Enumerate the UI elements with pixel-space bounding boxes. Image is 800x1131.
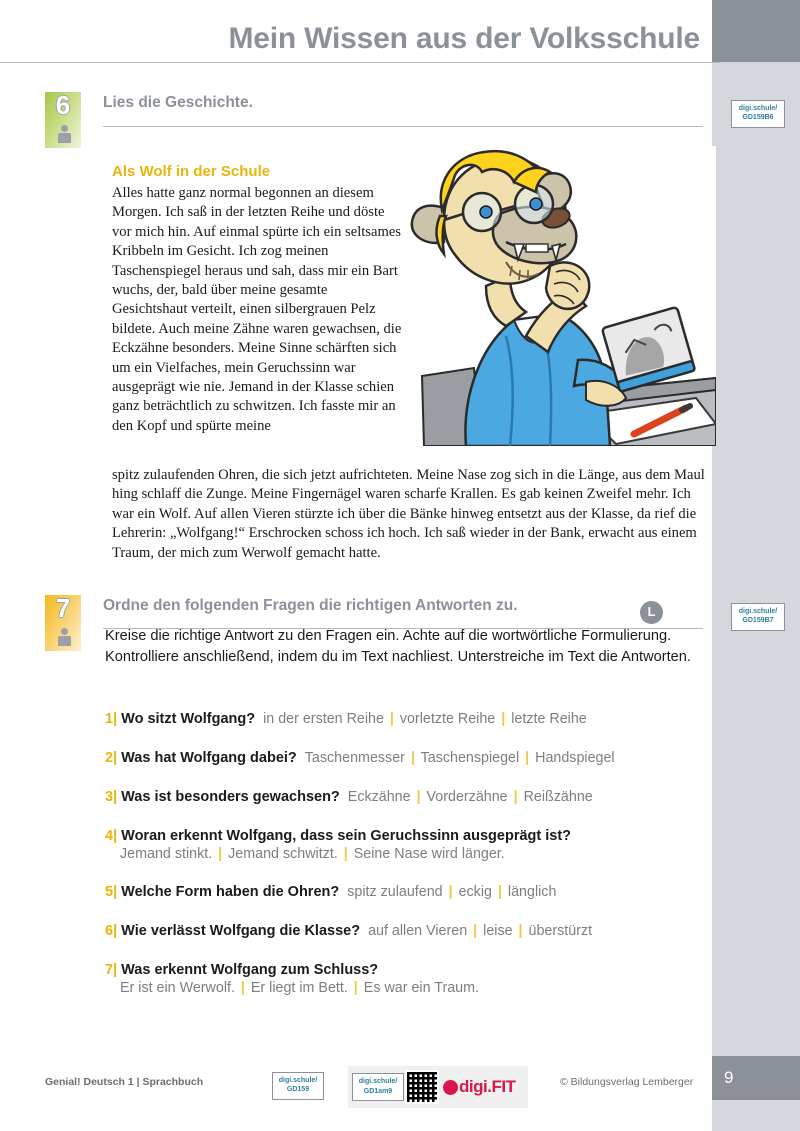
answer-option[interactable]: in der ersten Reihe <box>263 711 388 727</box>
footer-book-title: Genial! Deutsch 1 | Sprachbuch <box>45 1076 204 1088</box>
digi-schule-tag-task7-line2: GD159B7 <box>742 617 774 625</box>
footer-digi-schule-tag-2[interactable] <box>352 1073 404 1101</box>
digifit-banner[interactable] <box>348 1066 528 1108</box>
answer-separator: | <box>448 884 453 900</box>
answer-separator: | <box>473 923 478 939</box>
task-heading-rule-6 <box>103 126 703 127</box>
level-badge-L: L <box>640 601 663 624</box>
digifit-mark-icon <box>443 1080 458 1095</box>
answer-separator: | <box>410 750 415 766</box>
question-text: Was ist besonders gewachsen? <box>117 789 340 805</box>
question-number: 1| <box>105 711 118 727</box>
header-corner-block <box>712 0 800 62</box>
question-number: 3| <box>105 789 118 805</box>
question-number: 4| <box>105 828 118 844</box>
question-text: Was hat Wolfgang dabei? <box>117 750 297 766</box>
answer-options <box>105 980 725 996</box>
answer-option[interactable]: Eckzähne <box>347 789 415 805</box>
answer-option[interactable]: Taschenspiegel <box>416 750 524 766</box>
answer-option[interactable]: Vorderzähne <box>422 789 512 805</box>
question-number: 6| <box>105 923 118 939</box>
task-number-badge-6 <box>45 92 81 148</box>
answer-option[interactable]: Taschenmesser <box>304 750 409 766</box>
digifit-logo-label: digi.FIT <box>459 1077 516 1096</box>
question-row <box>105 710 725 728</box>
digi-schule-tag-task6-line1: digi.schule/ <box>738 105 778 112</box>
answer-option[interactable]: Seine Nase wird länger. <box>349 846 505 862</box>
question-row <box>105 961 725 996</box>
answer-option[interactable]: Jemand stinkt. <box>120 846 217 862</box>
footer-digi-schule-tag-2-line1: digi.schule/ <box>358 1078 398 1086</box>
answer-option[interactable]: Es war ein Traum. <box>359 980 479 996</box>
answer-separator: | <box>218 846 223 862</box>
answer-options <box>340 789 593 805</box>
question-number: 7| <box>105 962 118 978</box>
story-title: Als Wolf in der Schule <box>112 163 271 180</box>
answer-option[interactable]: spitz zulaufend <box>347 884 447 900</box>
right-rail <box>712 62 800 1131</box>
question-text: Woran erkennt Wolfgang, dass sein Geruchssinn ausgeprägt ist? <box>117 828 572 844</box>
task-number-7: 7 <box>55 593 71 623</box>
answer-separator: | <box>497 884 502 900</box>
answer-option[interactable]: letzte Reihe <box>507 711 587 727</box>
page-number: 9 <box>712 1056 800 1100</box>
question-row <box>105 922 725 940</box>
answer-separator: | <box>416 789 421 805</box>
digi-schule-tag-task6[interactable] <box>731 100 785 128</box>
answer-option[interactable]: leise <box>479 923 517 939</box>
task-heading-6 <box>103 94 705 112</box>
footer-digi-schule-tag-1[interactable] <box>272 1072 324 1100</box>
question-text: Wo sitzt Wolfgang? <box>117 711 256 727</box>
answer-separator: | <box>513 789 518 805</box>
task-number-6: 6 <box>55 90 71 120</box>
footer-digi-schule-tag-2-line2: GD1am9 <box>363 1087 393 1095</box>
answer-options <box>255 711 587 727</box>
digi-schule-tag-task7[interactable] <box>731 603 785 631</box>
question-text: Wie verlässt Wolfgang die Klasse? <box>117 923 361 939</box>
question-row <box>105 827 725 862</box>
answer-options <box>360 923 592 939</box>
answer-options <box>297 750 615 766</box>
answer-option[interactable]: eckig <box>454 884 496 900</box>
answer-option[interactable]: überstürzt <box>524 923 593 939</box>
question-list <box>105 710 725 1017</box>
person-bust-icon <box>58 125 71 143</box>
question-number: 2| <box>105 750 118 766</box>
task-heading-7 <box>103 597 705 615</box>
answer-separator: | <box>240 980 245 996</box>
wolf-boy-at-desk-illustration <box>410 146 716 446</box>
digifit-logo <box>443 1077 515 1097</box>
header-divider <box>0 62 720 63</box>
answer-option[interactable]: auf allen Vieren <box>368 923 472 939</box>
answer-option[interactable]: Jemand schwitzt. <box>224 846 342 862</box>
answer-option[interactable]: Er ist ein Werwolf. <box>120 980 239 996</box>
person-bust-icon <box>58 628 71 646</box>
task-heading-label-7: Ordne den folgenden Fragen die richtigen Antworten zu. <box>103 597 518 614</box>
question-text: Welche Form haben die Ohren? <box>117 884 340 900</box>
answer-option[interactable]: Er liegt im Bett. <box>246 980 352 996</box>
question-number: 5| <box>105 884 118 900</box>
footer-copyright: © Bildungsverlag Lemberger <box>560 1076 694 1088</box>
footer-digi-schule-tag-1-line2: GD159 <box>286 1086 310 1094</box>
answer-option[interactable]: Handspiegel <box>531 750 615 766</box>
story-text-column: Alles hatte ganz normal begonnen an diesem Morgen. Ich saß in der letzten Reihe und döste vor mich hin. Auf einmal spürte ich ein seltsames Kribbeln im Gesicht. Ich zog meinen Taschenspiegel heraus und sah, dass mir ein Bart wuchs, der, bald über meine gesamte Gesichtshaut verteilt, einen silbergrauen Pelz bildete. Auch meine Zähne waren gewachsen, die Eckzähne besonders. Meine Sinne schärften sich um ein Vielfaches, mein Geruchssinn war ausgeprägt wie nie. Jemand in der Klasse schien ganz beträchtlich zu schwitzen. Ich fasste mir an den Kopf und spürte meine <box>112 185 402 434</box>
digi-schule-tag-task7-line1: digi.schule/ <box>738 608 778 615</box>
answer-separator: | <box>353 980 358 996</box>
task-heading-label-6: Lies die Geschichte. <box>103 94 253 111</box>
question-row <box>105 749 725 767</box>
answer-option[interactable]: länglich <box>503 884 557 900</box>
page-title: Mein Wissen aus der Volksschule <box>228 22 700 55</box>
answer-separator: | <box>518 923 523 939</box>
qr-code-icon[interactable] <box>405 1070 439 1104</box>
task-instructions-7: Kreise die richtige Antwort zu den Fragen ein. Achte auf die wortwörtliche Formulierung. Kontrolliere anschließend, indem du im Text nachliest. Unterstreiche im Text die Antworten. <box>105 628 691 665</box>
answer-option[interactable]: Reißzähne <box>519 789 593 805</box>
answer-options <box>339 884 556 900</box>
answer-options <box>105 846 725 862</box>
footer-digi-schule-tag-1-line1: digi.schule/ <box>278 1077 318 1084</box>
answer-option[interactable]: vorletzte Reihe <box>395 711 500 727</box>
answer-separator: | <box>525 750 530 766</box>
question-row <box>105 788 725 806</box>
answer-separator: | <box>389 711 394 727</box>
story-text-wide: spitz zulaufenden Ohren, die sich jetzt aufrichteten. Meine Nase zog sich in die Länge, aus dem Maul hing schlaff die Zunge. Meine Fingernägel waren scharfe Krallen. Es gab keinen Zweifel mehr. Ich war ein Wolf. Auf allen Vieren stürzte ich über die Bänke hinweg entsetzt aus der Klasse, da rief die Lehrerin: „Wolfgang!“ Erschrocken schoss ich hoch. Ich saß wieder in der Bank, erwacht aus einem Traum, der mich zum Werwolf gemacht hatte. <box>112 467 705 561</box>
question-row <box>105 883 725 901</box>
digi-schule-tag-task6-line2: GD159B6 <box>742 114 774 122</box>
question-text: Was erkennt Wolfgang zum Schluss? <box>117 962 379 978</box>
task-number-badge-7 <box>45 595 81 651</box>
answer-separator: | <box>501 711 506 727</box>
answer-separator: | <box>343 846 348 862</box>
